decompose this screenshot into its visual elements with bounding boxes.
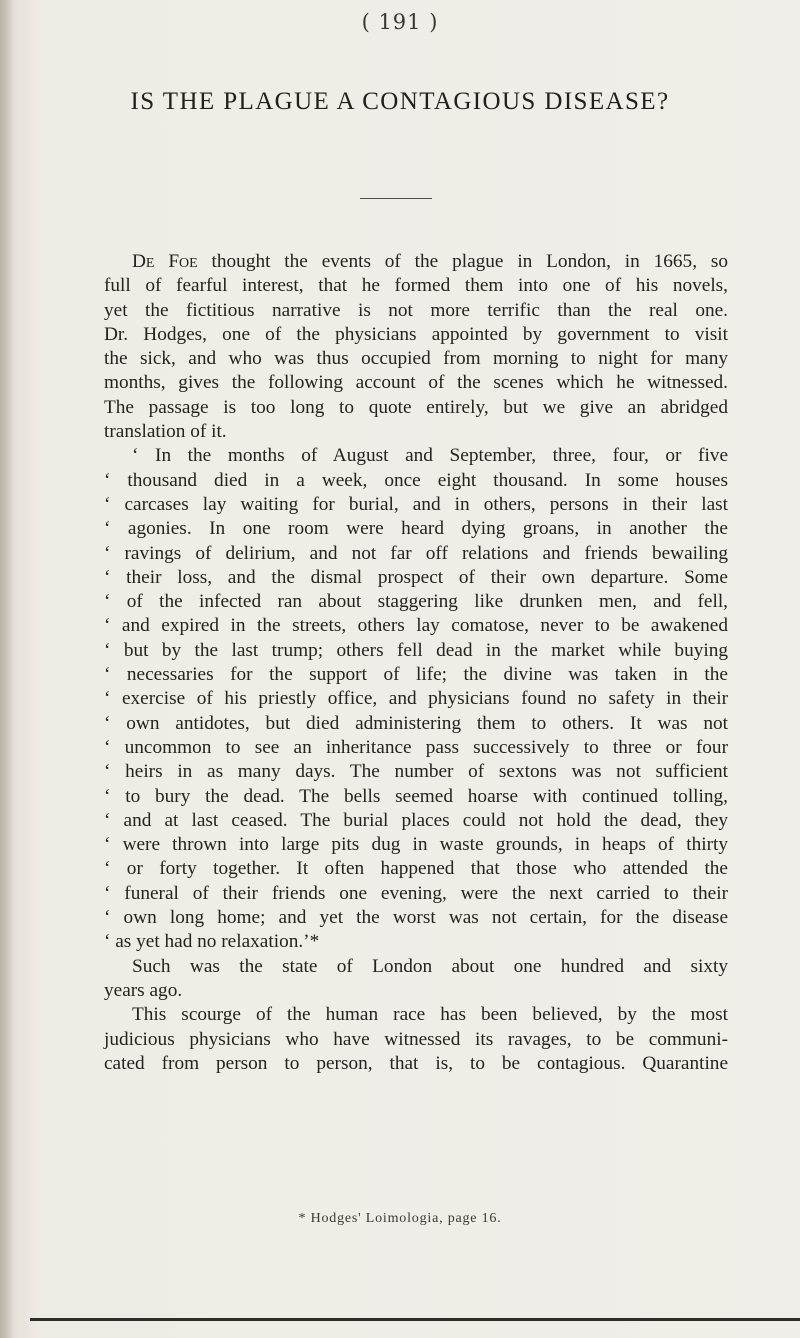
quote-line: ‘ of the infected ran about staggering like drunken men, and fell, xyxy=(104,591,728,613)
text-line: full of fearful interest, that he formed them into one of his novels, xyxy=(104,275,728,297)
page-bottom-edge xyxy=(30,1318,800,1321)
quote-line: ‘ or forty together. It often happened that those who attended the xyxy=(104,858,728,880)
author-name-small-caps: De Foe xyxy=(132,251,198,272)
text-line: months, gives the following account of the scenes which he witnessed. xyxy=(104,372,728,394)
quote-line: ‘ thousand died in a week, once eight thousand. In some houses xyxy=(104,469,728,491)
quote-line: ‘ and at last ceased. The burial places could not hold the dead, they xyxy=(104,809,728,831)
quote-line: ‘ funeral of their friends one evening, were the next carried to their xyxy=(104,882,728,904)
quote-line: ‘ were thrown into large pits dug in waste grounds, in heaps of thirty xyxy=(104,834,728,856)
quote-line: ‘ as yet had no relaxation.’* xyxy=(104,931,320,953)
quote-line: ‘ own long home; and yet the worst was not certain, for the disease xyxy=(104,907,728,929)
text-line: Such was the state of London about one hundred and sixty xyxy=(132,955,728,977)
text-line: The passage is too long to quote entirely, but we give an abridged xyxy=(104,396,728,418)
quote-line: ‘ necessaries for the support of life; the divine was taken in the xyxy=(104,664,728,686)
quote-line: ‘ own antidotes, but died administering them to others. It was not xyxy=(104,712,728,734)
quote-line: ‘ ravings of delirium, and not far off relations and friends bewailing xyxy=(104,542,728,564)
title-divider xyxy=(360,198,432,199)
text-line: years ago. xyxy=(104,979,183,1001)
text-line: the sick, and who was thus occupied from morning to night for many xyxy=(104,348,728,370)
chapter-title: IS THE PLAGUE A CONTAGIOUS DISEASE? xyxy=(130,88,670,115)
text-line: cated from person to person, that is, to be contagious. Quarantine xyxy=(104,1052,728,1074)
page-number: ( 191 ) xyxy=(361,10,439,34)
quote-line: ‘ carcases lay waiting for burial, and in others, persons in their last xyxy=(104,493,728,515)
quote-line: ‘ to bury the dead. The bells seemed hoarse with continued tolling, xyxy=(104,785,728,807)
text-line: judicious physicians who have witnessed its ravages, to be communi- xyxy=(104,1028,728,1050)
quote-line: ‘ uncommon to see an inheritance pass successively to three or four xyxy=(104,736,728,758)
body-text xyxy=(104,250,728,1076)
text-line: translation of it. xyxy=(104,421,227,443)
quote-line: ‘ but by the last trump; others fell dead in the market while buying xyxy=(104,639,728,661)
text-line: Dr. Hodges, one of the physicians appointed by government to visit xyxy=(104,323,728,345)
text-line: yet the fictitious narrative is not more terrific than the real one. xyxy=(104,299,728,321)
quote-line: ‘ their loss, and the dismal prospect of their own departure. Some xyxy=(104,566,728,588)
quote-line: ‘ exercise of his priestly office, and physicians found no safety in their xyxy=(104,688,728,710)
quote-line: ‘ heirs in as many days. The number of sextons was not sufficient xyxy=(104,761,728,783)
page-gutter-shadow xyxy=(0,0,14,1338)
quote-line: ‘ agonies. In one room were heard dying groans, in another the xyxy=(104,518,728,540)
text-line: This scourge of the human race has been believed, by the most xyxy=(132,1004,728,1026)
text-line: De Foe thought the events of the plague in London, in 1665, so xyxy=(132,251,728,272)
quote-line: ‘ In the months of August and September, three, four, or five xyxy=(132,445,728,467)
quote-line: ‘ and expired in the streets, others lay comatose, never to be awakened xyxy=(104,615,728,637)
footnote: * Hodges' Loimologia, page 16. xyxy=(298,1211,502,1226)
